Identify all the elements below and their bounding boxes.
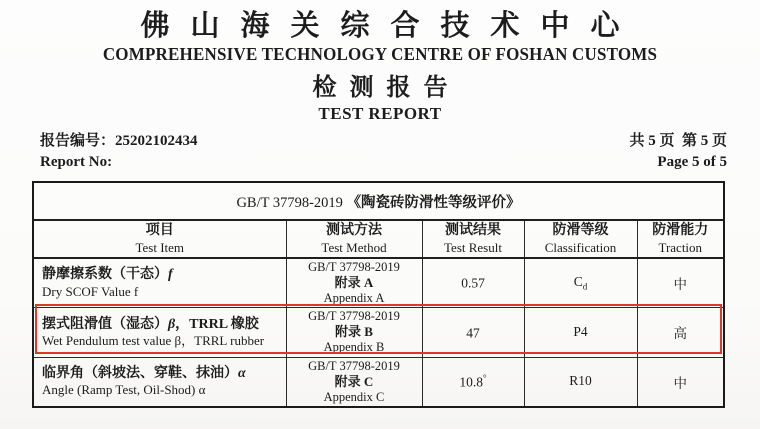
item-text-en: Angle (Ramp Test, Oil-Shod) α bbox=[42, 382, 206, 398]
report-title-en: TEST REPORT bbox=[318, 103, 442, 123]
column-header-row bbox=[33, 220, 724, 258]
col-header-test-result bbox=[422, 220, 524, 258]
result-cell: 47 bbox=[422, 308, 524, 357]
report-no-label-en: Report No: bbox=[40, 154, 113, 171]
col-header-traction bbox=[637, 220, 724, 258]
table-row-wet-pendulum bbox=[33, 308, 724, 357]
method-standard: GB/T 37798-2019 bbox=[308, 358, 400, 373]
method-appendix-cn: 附录 B bbox=[335, 324, 373, 340]
classification-cell: $C_d$ bbox=[524, 258, 637, 308]
method-appendix-en: Appendix A bbox=[323, 290, 385, 305]
report-number-block bbox=[40, 131, 198, 175]
table-row-ramp-angle bbox=[33, 357, 724, 407]
col-header-en: Test Method bbox=[321, 239, 387, 255]
col-header-test-method bbox=[286, 220, 422, 258]
item-symbol: α bbox=[238, 365, 246, 381]
col-header-en: Test Item bbox=[135, 239, 185, 255]
report-info-row bbox=[0, 131, 760, 175]
method-appendix-en: Appendix B bbox=[323, 340, 385, 355]
org-title-cn: 佛山海关综合技术中心 bbox=[140, 10, 641, 42]
col-header-cn: 测试方法 bbox=[326, 223, 382, 239]
item-text-cn: 临界角（斜坡法、穿鞋、抹油）α bbox=[42, 365, 246, 381]
report-no-value: 25202102434 bbox=[115, 132, 198, 149]
classification-cell: P4 bbox=[524, 308, 637, 357]
result-cell: 10.8° bbox=[422, 357, 524, 407]
result-cell: 0.57 bbox=[422, 258, 524, 308]
col-header-cn: 项目 bbox=[145, 223, 174, 239]
method-cell bbox=[286, 357, 422, 407]
pages-line-en: Page 5 of 5 bbox=[657, 154, 727, 171]
col-header-en: Traction bbox=[658, 239, 703, 255]
report-no-line-cn bbox=[40, 131, 198, 153]
item-text-en: Wet Pendulum test value β，TRRL rubber bbox=[42, 333, 265, 348]
report-no-label-cn: 报告编号： bbox=[40, 132, 116, 149]
col-header-test-item bbox=[33, 220, 286, 258]
standard-number: GB/T 37798-2019 bbox=[236, 194, 347, 211]
report-title-cn: 检测报告 bbox=[312, 74, 461, 101]
item-text-en: Dry SCOF Value f bbox=[42, 283, 139, 299]
method-standard: GB/T 37798-2019 bbox=[308, 309, 400, 324]
traction-cell: 高 bbox=[637, 308, 724, 357]
item-symbol: f bbox=[168, 267, 173, 283]
classification-cell: R10 bbox=[524, 357, 637, 407]
standard-header-cell bbox=[33, 182, 724, 220]
page-number-block bbox=[629, 131, 727, 175]
method-appendix-cn: 附录 A bbox=[334, 275, 374, 291]
standard-title: 《陶瓷砖防滑性等级评价》 bbox=[346, 194, 521, 211]
item-cell bbox=[33, 308, 286, 357]
item-cell bbox=[33, 357, 286, 407]
method-appendix-en: Appendix C bbox=[323, 389, 385, 404]
traction-cell: 中 bbox=[637, 357, 724, 407]
org-title-en: COMPREHENSIVE TECHNOLOGY CENTRE OF FOSHAN CUSTOMS bbox=[102, 44, 658, 65]
results-table bbox=[32, 181, 725, 408]
item-text-cn: 摆式阻滑值（湿态）β，TRRL 橡胶 bbox=[42, 316, 259, 332]
col-header-en: Test Result bbox=[444, 239, 502, 255]
item-cell bbox=[33, 258, 286, 308]
method-standard: GB/T 37798-2019 bbox=[308, 259, 400, 274]
col-header-en: Classification bbox=[544, 239, 617, 255]
table-row-dry-scof bbox=[33, 258, 724, 308]
col-header-classification bbox=[524, 220, 637, 258]
pages-line-cn: 共 5 页 第 5 页 bbox=[629, 132, 727, 149]
method-cell bbox=[286, 258, 422, 308]
col-header-cn: 防滑等级 bbox=[552, 223, 609, 239]
method-appendix-cn: 附录 C bbox=[334, 373, 374, 389]
col-header-cn: 防滑能力 bbox=[652, 223, 709, 239]
item-text-cn: 静摩擦系数（干态）f bbox=[42, 267, 173, 283]
col-header-cn: 测试结果 bbox=[445, 223, 501, 239]
results-table-wrap bbox=[32, 181, 725, 408]
traction-cell: 中 bbox=[637, 258, 724, 308]
item-symbol: β bbox=[168, 316, 176, 332]
standard-header-row bbox=[33, 182, 724, 220]
document-header bbox=[0, 0, 760, 124]
method-cell bbox=[286, 308, 422, 357]
